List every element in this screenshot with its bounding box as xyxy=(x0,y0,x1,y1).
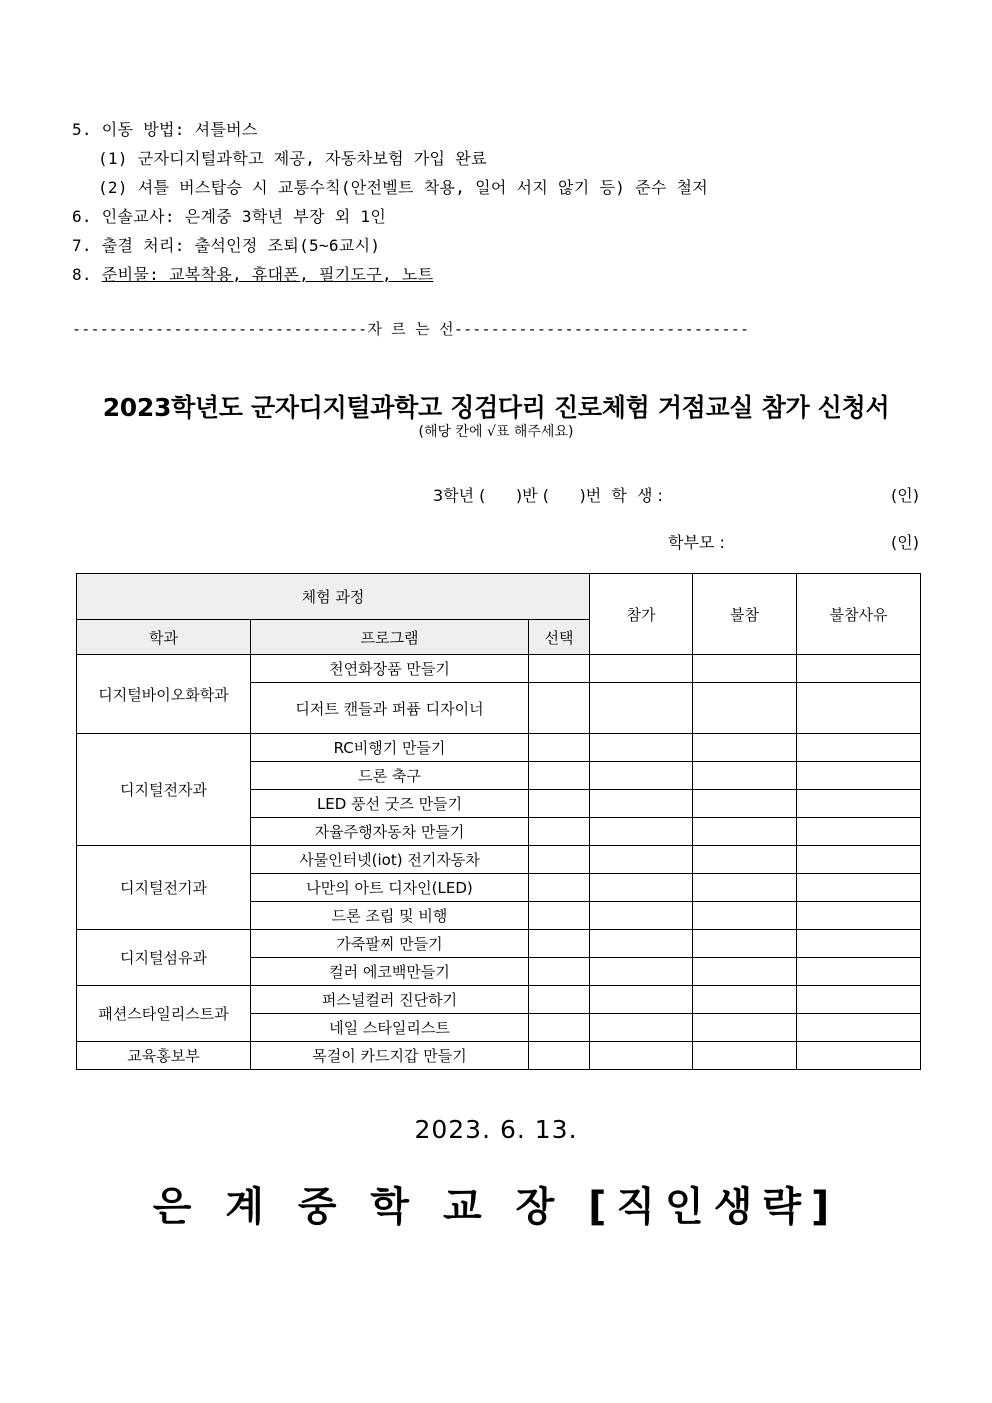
course-header: 체험 과정 xyxy=(77,574,590,620)
select-cell[interactable] xyxy=(529,1042,590,1070)
parent-line: 학부모 : xyxy=(668,533,725,552)
reason-cell[interactable] xyxy=(797,734,921,762)
attend-cell[interactable] xyxy=(590,874,693,902)
program-cell: 천연화장품 만들기 xyxy=(251,655,529,683)
absent-cell[interactable] xyxy=(693,874,797,902)
attend-cell[interactable] xyxy=(590,930,693,958)
attend-cell[interactable] xyxy=(590,986,693,1014)
reason-cell[interactable] xyxy=(797,958,921,986)
dept-cell: 디지털바이오화학과 xyxy=(77,655,251,734)
select-cell[interactable] xyxy=(529,762,590,790)
program-cell: 디저트 캔들과 퍼퓸 디자이너 xyxy=(251,683,529,734)
select-cell[interactable] xyxy=(529,846,590,874)
table-row xyxy=(77,930,921,958)
dept-cell: 패션스타일리스트과 xyxy=(77,986,251,1042)
select-cell[interactable] xyxy=(529,902,590,930)
absent-cell[interactable] xyxy=(693,846,797,874)
program-cell: 자율주행자동차 만들기 xyxy=(251,818,529,846)
select-header: 선택 xyxy=(529,620,590,655)
absent-cell[interactable] xyxy=(693,818,797,846)
select-cell[interactable] xyxy=(529,790,590,818)
student-seal: (인) xyxy=(891,486,919,505)
select-cell[interactable] xyxy=(529,734,590,762)
issue-date: 2023. 6. 13. xyxy=(414,1115,578,1144)
program-cell: 사물인터넷(iot) 전기자동차 xyxy=(251,846,529,874)
table-row xyxy=(77,846,921,874)
program-cell: 퍼스널컬러 진단하기 xyxy=(251,986,529,1014)
attend-cell[interactable] xyxy=(590,1042,693,1070)
select-cell[interactable] xyxy=(529,958,590,986)
reason-cell[interactable] xyxy=(797,986,921,1014)
select-cell[interactable] xyxy=(529,874,590,902)
attend-cell[interactable] xyxy=(590,846,693,874)
note-item-5-1: (1) 군자디지털과학고 제공, 자동차보험 가입 완료 xyxy=(98,149,487,168)
reason-cell[interactable] xyxy=(797,874,921,902)
absent-cell[interactable] xyxy=(693,1014,797,1042)
attend-cell[interactable] xyxy=(590,1014,693,1042)
note-item-7: 7. 출결 처리: 출석인정 조퇴(5~6교시) xyxy=(72,236,381,255)
table-body xyxy=(77,655,921,1070)
program-cell: 나만의 아트 디자인(LED) xyxy=(251,874,529,902)
absent-cell[interactable] xyxy=(693,902,797,930)
parent-seal: (인) xyxy=(891,533,919,552)
student-line xyxy=(433,483,663,506)
attend-cell[interactable] xyxy=(590,818,693,846)
absent-cell[interactable] xyxy=(693,655,797,683)
absent-cell[interactable] xyxy=(693,734,797,762)
student-label: 3학년 ( )반 ( )번 학 생 : xyxy=(433,486,663,505)
select-cell[interactable] xyxy=(529,1014,590,1042)
select-cell[interactable] xyxy=(529,930,590,958)
application-table xyxy=(76,573,921,1070)
program-cell: 드론 축구 xyxy=(251,762,529,790)
reason-cell[interactable] xyxy=(797,762,921,790)
form-subtitle: (해당 칸에 √표 해주세요) xyxy=(418,424,574,440)
attend-header: 참가 xyxy=(590,574,693,655)
absent-cell[interactable] xyxy=(693,683,797,734)
absent-header: 불참 xyxy=(693,574,797,655)
reason-cell[interactable] xyxy=(797,790,921,818)
reason-cell[interactable] xyxy=(797,930,921,958)
select-cell[interactable] xyxy=(529,683,590,734)
table-row xyxy=(77,655,921,683)
note-item-6: 6. 인솔교사: 은계중 3학년 부장 외 1인 xyxy=(72,207,387,226)
reason-cell[interactable] xyxy=(797,1014,921,1042)
attend-cell[interactable] xyxy=(590,734,693,762)
table-row xyxy=(77,1042,921,1070)
absent-cell[interactable] xyxy=(693,1042,797,1070)
dept-cell: 디지털전기과 xyxy=(77,846,251,930)
program-cell: 드론 조립 및 비행 xyxy=(251,902,529,930)
select-cell[interactable] xyxy=(529,986,590,1014)
principal-signature: 은 계 중 학 교 장 [직인생략] xyxy=(152,1184,840,1230)
attend-cell[interactable] xyxy=(590,762,693,790)
absent-cell[interactable] xyxy=(693,930,797,958)
program-cell: LED 풍선 굿즈 만들기 xyxy=(251,790,529,818)
table-row xyxy=(77,986,921,1014)
note-item-5: 5. 이동 방법: 셔틀버스 xyxy=(72,120,258,139)
absent-cell[interactable] xyxy=(693,762,797,790)
select-cell[interactable] xyxy=(529,655,590,683)
note-item-8-text: 준비물: 교복착용, 휴대폰, 필기도구, 노트 xyxy=(101,265,434,284)
program-cell: RC비행기 만들기 xyxy=(251,734,529,762)
table-row xyxy=(77,734,921,762)
attend-cell[interactable] xyxy=(590,790,693,818)
note-item-5-2: (2) 셔틀 버스탑승 시 교통수칙(안전벨트 착용, 일어 서지 않기 등) 준수 철저 xyxy=(98,178,709,197)
attend-cell[interactable] xyxy=(590,683,693,734)
attend-cell[interactable] xyxy=(590,902,693,930)
cut-line: --------------------------------자 르 는 선-------------------------------- xyxy=(72,320,750,338)
note-item-8 xyxy=(72,260,708,289)
absent-cell[interactable] xyxy=(693,958,797,986)
program-cell: 네일 스타일리스트 xyxy=(251,1014,529,1042)
select-cell[interactable] xyxy=(529,818,590,846)
program-header: 프로그램 xyxy=(251,620,529,655)
dept-cell: 교육홍보부 xyxy=(77,1042,251,1070)
absent-cell[interactable] xyxy=(693,986,797,1014)
reason-cell[interactable] xyxy=(797,846,921,874)
note-item-8-number: 8. xyxy=(72,265,102,284)
absent-cell[interactable] xyxy=(693,790,797,818)
program-cell: 목걸이 카드지갑 만들기 xyxy=(251,1042,529,1070)
attend-cell[interactable] xyxy=(590,655,693,683)
notes-section xyxy=(72,115,708,289)
program-cell: 컬러 에코백만들기 xyxy=(251,958,529,986)
reason-cell[interactable] xyxy=(797,902,921,930)
reason-cell[interactable] xyxy=(797,818,921,846)
reason-cell[interactable] xyxy=(797,655,921,683)
dept-header: 학과 xyxy=(77,620,251,655)
reason-header: 불참사유 xyxy=(797,574,921,655)
form-title: 2023학년도 군자디지털과학고 징검다리 진로체험 거점교실 참가 신청서 xyxy=(102,393,890,422)
dept-cell: 디지털전자과 xyxy=(77,734,251,846)
reason-cell[interactable] xyxy=(797,1042,921,1070)
attend-cell[interactable] xyxy=(590,958,693,986)
reason-cell[interactable] xyxy=(797,683,921,734)
dept-cell: 디지털섬유과 xyxy=(77,930,251,986)
program-cell: 가죽팔찌 만들기 xyxy=(251,930,529,958)
